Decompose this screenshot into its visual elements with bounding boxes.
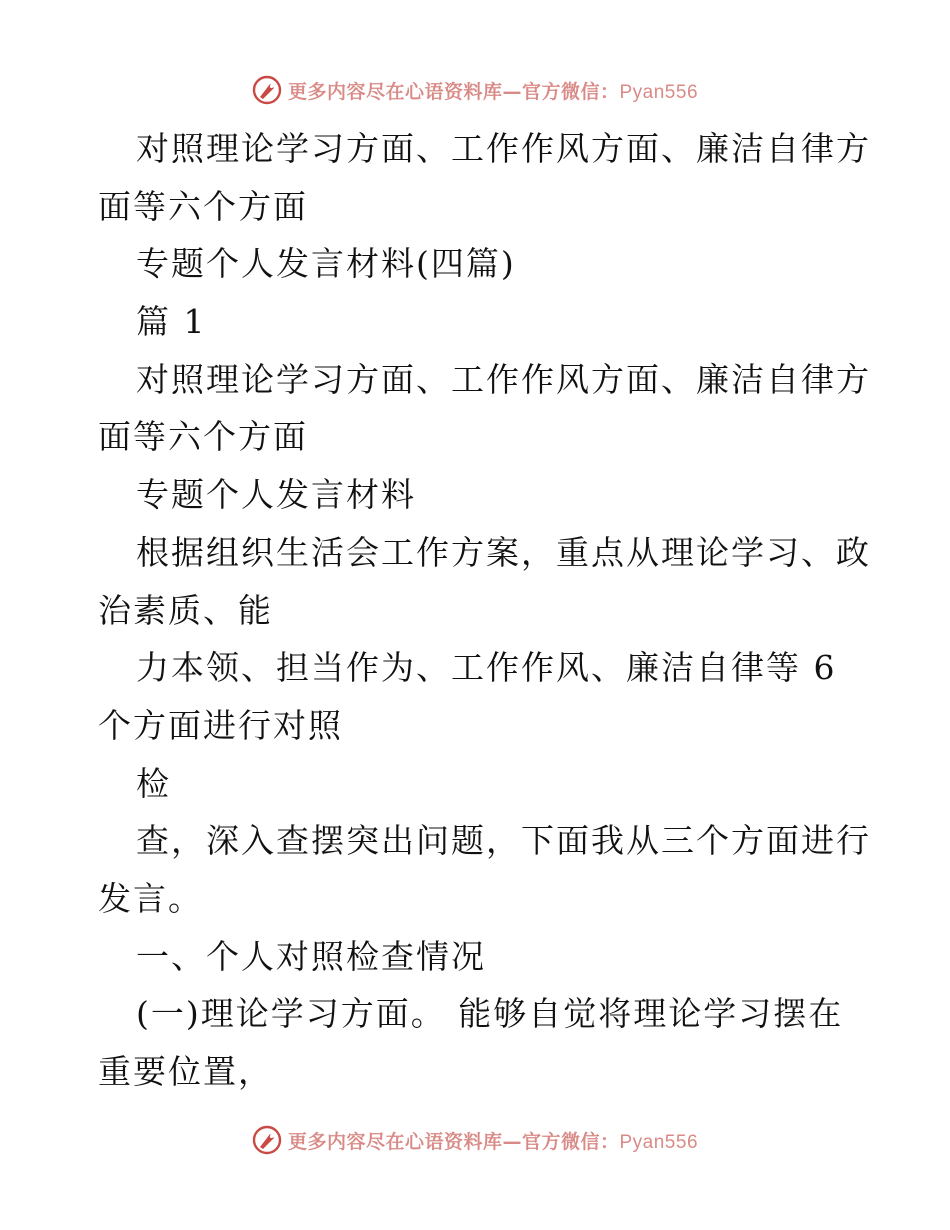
paragraph-line: 对照理论学习方面、工作作风方面、廉洁自律方 — [136, 129, 871, 168]
paragraph-line: 个方面进行对照 — [98, 705, 343, 745]
paragraph-line: 检 — [136, 763, 171, 803]
paragraph-line: (一)理论学习方面。 能够自觉将理论学习摆在 — [136, 994, 844, 1034]
document-body — [98, 120, 871, 1101]
footer-watermark — [0, 1120, 950, 1160]
paragraph-line: 面等六个方面 — [98, 417, 308, 457]
paragraph-line: 力本领、担当作为、工作作风、廉洁自律等 6 — [136, 648, 837, 688]
paragraph-line: 对照理论学习方面、工作作风方面、廉洁自律方 — [136, 359, 871, 399]
paragraph-line: 治素质、能 — [98, 590, 273, 630]
pen-nib-logo-icon — [252, 75, 282, 105]
section-heading: 一、个人对照检查情况 — [136, 936, 486, 976]
paragraph-line: 重要位置， — [98, 1052, 273, 1091]
section-title: 专题个人发言材料 — [136, 475, 416, 515]
header-watermark — [0, 70, 950, 110]
document-title: 专题个人发言材料(四篇) — [136, 244, 516, 284]
pen-nib-logo-icon — [252, 1125, 282, 1155]
watermark-text: 更多内容尽在心语资料库—官方微信：Pyan556 — [287, 80, 699, 103]
paragraph-line: 根据组织生活会工作方案，重点从理论学习、政 — [136, 532, 871, 572]
paragraph-line: 查，深入查摆突出问题，下面我从三个方面进行 — [136, 821, 871, 861]
section-heading: 篇 1 — [136, 302, 207, 342]
paragraph-line: 发言。 — [98, 878, 203, 918]
watermark-text: 更多内容尽在心语资料库—官方微信：Pyan556 — [287, 1130, 699, 1153]
paragraph-line: 面等六个方面 — [98, 186, 308, 226]
